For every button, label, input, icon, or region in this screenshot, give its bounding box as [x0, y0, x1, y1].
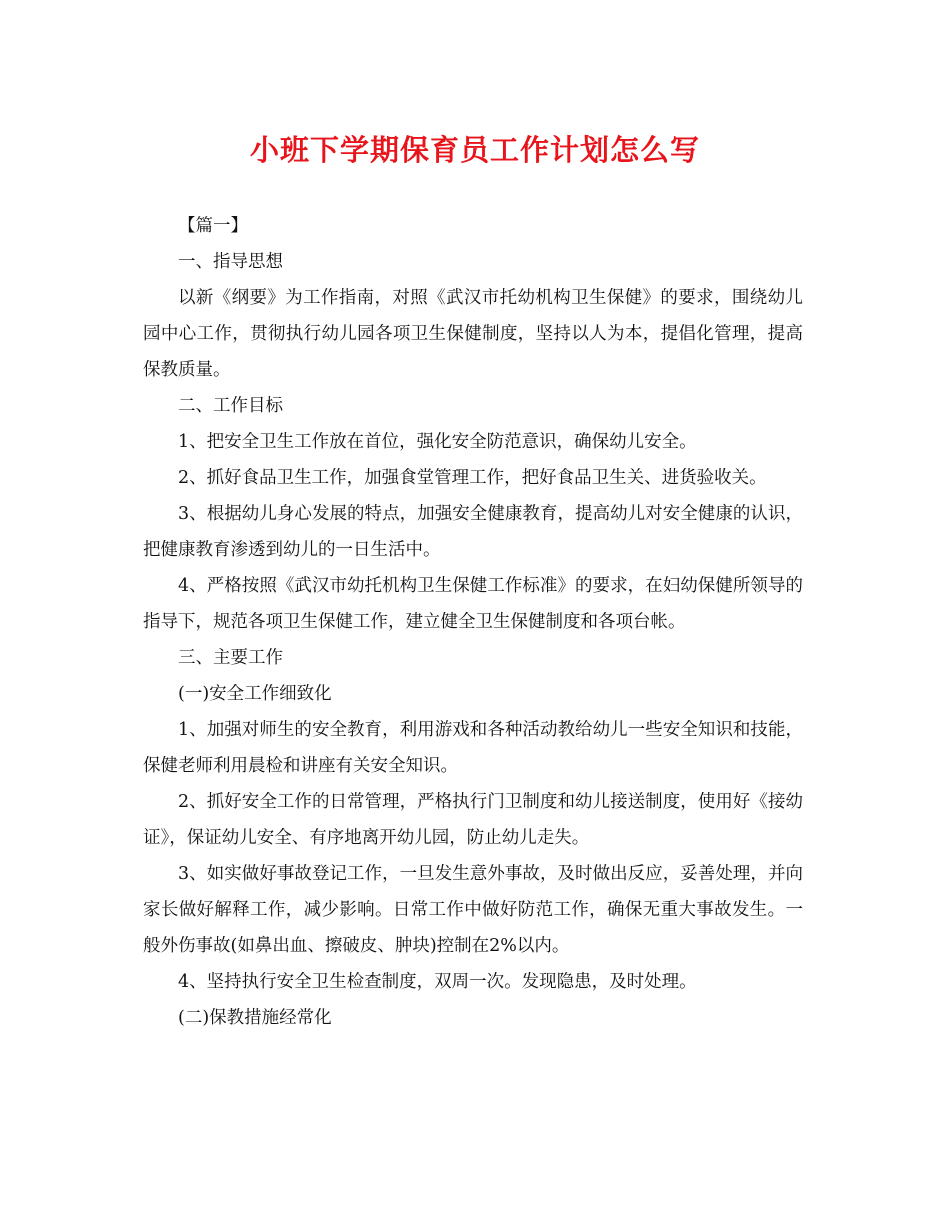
subheading-safety-work: (一)安全工作细致化	[178, 684, 332, 704]
subheading-care-measures: (二)保教措施经常化	[178, 1008, 332, 1028]
safety-item-3: 3、如实做好事故登记工作，一旦发生意外事故，及时做出反应，妥善处理，并向家长做好解释工作，减少影响。日常工作中做好防范工作，确保无重大事故发生。一般外伤事故(如鼻出血、擦破皮、肿块)控制在2%以内。	[143, 864, 803, 956]
paragraph-guiding-ideology: 以新《纲要》为工作指南，对照《武汉市托幼机构卫生保健》的要求，围绕幼儿园中心工作，贯彻执行幼儿园各项卫生保健制度，坚持以人为本，提倡化管理，提高保教质量。	[143, 288, 803, 380]
goal-item-4: 4、严格按照《武汉市幼托机构卫生保健工作标准》的要求，在妇幼保健所领导的指导下，规范各项卫生保健工作，建立健全卫生保健制度和各项台帐。	[143, 576, 803, 632]
goal-item-1: 1、把安全卫生工作放在首位，强化安全防范意识，确保幼儿安全。	[178, 432, 697, 452]
safety-item-4: 4、坚持执行安全卫生检查制度，双周一次。发现隐患，及时处理。	[178, 972, 697, 992]
safety-item-1: 1、加强对师生的安全教育，利用游戏和各种活动教给幼儿一些安全知识和技能，保健老师利用晨检和讲座有关安全知识。	[143, 720, 803, 776]
goal-item-2: 2、抓好食品卫生工作，加强食堂管理工作，把好食品卫生关、进货验收关。	[178, 468, 767, 488]
document-title: 小班下学期保育员工作计划怎么写	[249, 133, 700, 167]
heading-work-goals: 二、工作目标	[178, 396, 283, 416]
goal-item-3: 3、根据幼儿身心发展的特点，加强安全健康教育，提高幼儿对安全健康的认识，把健康教育渗透到幼儿的一日生活中。	[143, 504, 803, 560]
section-marker: 【篇一】	[178, 216, 248, 236]
document-body	[143, 208, 803, 1036]
heading-main-work: 三、主要工作	[178, 648, 283, 668]
safety-item-2: 2、抓好安全工作的日常管理，严格执行门卫制度和幼儿接送制度，使用好《接幼证》，保证幼儿安全、有序地离开幼儿园，防止幼儿走失。	[143, 792, 803, 848]
heading-guiding-ideology: 一、指导思想	[178, 252, 283, 272]
